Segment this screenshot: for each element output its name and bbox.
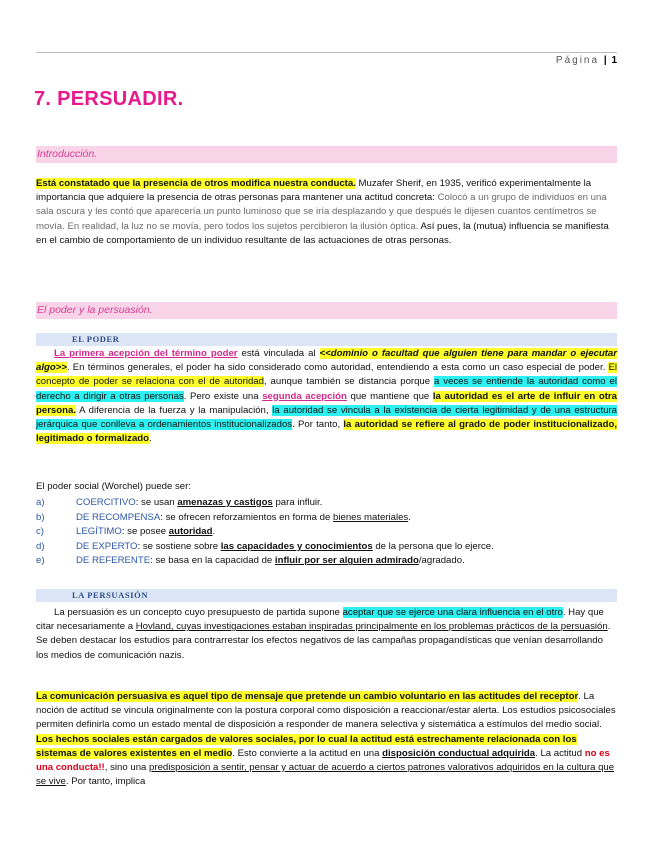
list-item-tail: para influir. [272, 497, 323, 508]
persuasion-text-3: . Hay que citar necesariamente a [36, 607, 604, 633]
poder-concept: El concepto de poder se relaciona con el de [36, 362, 617, 388]
list-item-term: DE REFERENTE [76, 555, 151, 567]
list-item-term: DE EXPERTO [76, 540, 138, 552]
list-item [36, 496, 617, 511]
list-item [36, 540, 617, 555]
persuasion-text-5: . Se deben destacar los estudios para contrarrestar los efectos negativos de las campañas propagandísticas que venían desarrollando los medios de comunicación nazis. [36, 621, 611, 661]
subheading-el-poder: EL PODER [36, 333, 617, 346]
persuasion-text-b6: . La actitud [535, 747, 585, 759]
list-item-term: DE RECOMPENSA [76, 511, 161, 523]
persuasion-text-b2: . La noción de actitud se vincula originalmente con la postura corporal como disposición a reaccionar/estar alerta. Los estudios psicosociales permiten definirla como un estado mental de disposición a responder de manera selectiva y sistemática a estímulos del medio social. [36, 691, 616, 731]
intro-paragraph [36, 177, 617, 248]
poder-text-9: . Pero existe una [183, 390, 263, 402]
intro-experiment-text: Colocó a un grupo de individuos en una sala oscura y les contó que aparecería un punto luminoso que se iría desplazando y que después le dijesen cuantos centímetros se movía. En realidad, la luz no se movía, pero todos los sujetos percibieron la ilusión óptica. [36, 192, 607, 232]
poder-text-15: . Por tanto, [292, 419, 344, 431]
poder-first-meaning: La primera acepción del término poder [54, 348, 238, 359]
persuasion-text-1: La persuasión es un concepto cuyo presupuesto de partida supone [54, 607, 343, 618]
list-item-letter: a) [36, 497, 45, 508]
document-title: 7. PERSUADIR. [34, 88, 184, 110]
poder-text-13: A diferencia de la fuerza y la manipulación, [76, 404, 273, 416]
poder-list-intro: El poder social (Worchel) puede ser: [36, 481, 191, 492]
poder-text-2: está vinculada al [237, 348, 320, 359]
persuasion-paragraph-1 [36, 606, 617, 663]
list-item-tail: de la persona que lo ejerce. [372, 540, 494, 552]
list-item [36, 511, 617, 526]
poder-autoridad-derecho: a veces se entiende la autoridad como el derecho a dirigir a otras personas [36, 376, 617, 402]
list-item-tail: /agradado. [418, 555, 465, 567]
persuasion-disposicion: disposición conductual adquirida [382, 747, 536, 759]
poder-institucionalizado: la autoridad se refiere al grado de poder institucionalizado, legitimado o formalizado [36, 419, 617, 445]
poder-social-list [36, 496, 617, 569]
subheading-la-persuasion: LA PERSUASIÓN [36, 589, 617, 602]
poder-arte-influir: la autoridad es el arte de influir en otra persona. [36, 390, 618, 416]
poder-legitimidad: la autoridad se vincula a la existencia de cierta legitimidad y de una estructura jerárquica que conlleva a ordenamientos institucionalizados [36, 404, 617, 431]
list-item-letter: d) [36, 540, 45, 552]
poder-text-17: . [149, 433, 152, 445]
persuasion-text-b10: . Por tanto, implica [65, 776, 146, 788]
poder-autoridad: autoridad [223, 376, 264, 388]
list-item-key: bienes materiales [333, 511, 409, 523]
list-item-text: : se sostiene sobre [137, 540, 221, 552]
persuasion-valores: Los hechos sociales están cargados de valores sociales, por lo cual la actitud está estrechamente relacionada con los sistemas de valores existentes en el medio [36, 733, 577, 759]
persuasion-influencia: aceptar que se ejerce una clara influencia en el otro [342, 607, 563, 618]
section-heading-introduccion: Introducción. [36, 146, 617, 163]
list-item-text: : se posee [121, 526, 169, 538]
persuasion-no-conducta: no es una conducta!! [36, 747, 610, 774]
list-item [36, 525, 617, 540]
section-heading-poder-persuasion: El poder y la persuasión. [36, 302, 617, 319]
list-item [36, 554, 617, 569]
list-item-letter: c) [36, 526, 44, 538]
intro-conclusion-text: Así pues, la (mutua) influencia se manifiesta en el cambio de comportamiento de un individuo resultante de las actuaciones de otras personas. [36, 220, 609, 246]
persuasion-text-b4: . Esto convierte a la actitud en una [232, 747, 383, 759]
page-number [556, 55, 617, 66]
list-item-key: las capacidades y conocimientos [220, 540, 373, 552]
list-item-key: amenazas y castigos [177, 497, 273, 508]
page-header [36, 52, 617, 67]
poder-text-7: , aunque también se distancia porque [263, 376, 434, 388]
persuasion-comunicacion: La comunicación persuasiva es aquel tipo de mensaje que pretende un cambio voluntario en las actitudes del receptor [36, 691, 579, 702]
page-number-value: 1 [611, 55, 617, 66]
list-item-tail: . [408, 511, 411, 523]
persuasion-predisposicion: predisposición a sentir, pensar y actuar de acuerdo a ciertos patrones valorativos adquiridos en la cultura que se vive [36, 762, 615, 788]
list-item-key: autoridad [168, 526, 213, 538]
persuasion-text-b8: , sino una [104, 762, 150, 774]
intro-sherif-text: Muzafer Sherif, en 1935, verificó experimentalmente la importancia que adquiere la presencia de otras personas para mantener una actitud concreta: [36, 178, 592, 204]
list-item-tail: . [212, 526, 216, 538]
list-item-key: influir por ser alguien admirado [274, 555, 419, 567]
poder-text-4: . En términos generales, el poder ha sido considerado como autoridad, entendiendo a esta como un caso especial de poder. [66, 362, 609, 374]
persuasion-paragraph-2 [36, 690, 617, 789]
list-item-text: : se usan [135, 497, 178, 508]
poder-definition: <<dominio o facultad que alguien tiene para mandar o ejecutar algo>> [36, 348, 618, 374]
list-item-letter: e) [36, 555, 45, 567]
poder-second-meaning: segunda acepción [262, 390, 347, 402]
persuasion-hovland: Hovland, cuyas investigaciones estaban inspiradas principalmente en los problemas prácticos de la persuasión [135, 621, 608, 633]
poder-paragraph [36, 347, 617, 446]
poder-text-11: que mantiene que [346, 390, 433, 402]
page-separator: | [603, 55, 607, 66]
list-item-text: : se basa en la capacidad de [150, 555, 275, 567]
page-label: Página [555, 55, 600, 66]
list-item-term: LEGÍTIMO [76, 526, 122, 538]
list-item-text: : se ofrecen reforzamientos en forma de [160, 511, 334, 523]
list-item-term: COERCITIVO [76, 497, 136, 508]
list-item-letter: b) [36, 511, 45, 523]
intro-key-statement: Está constatado que la presencia de otros modifica nuestra conducta. [36, 178, 356, 189]
